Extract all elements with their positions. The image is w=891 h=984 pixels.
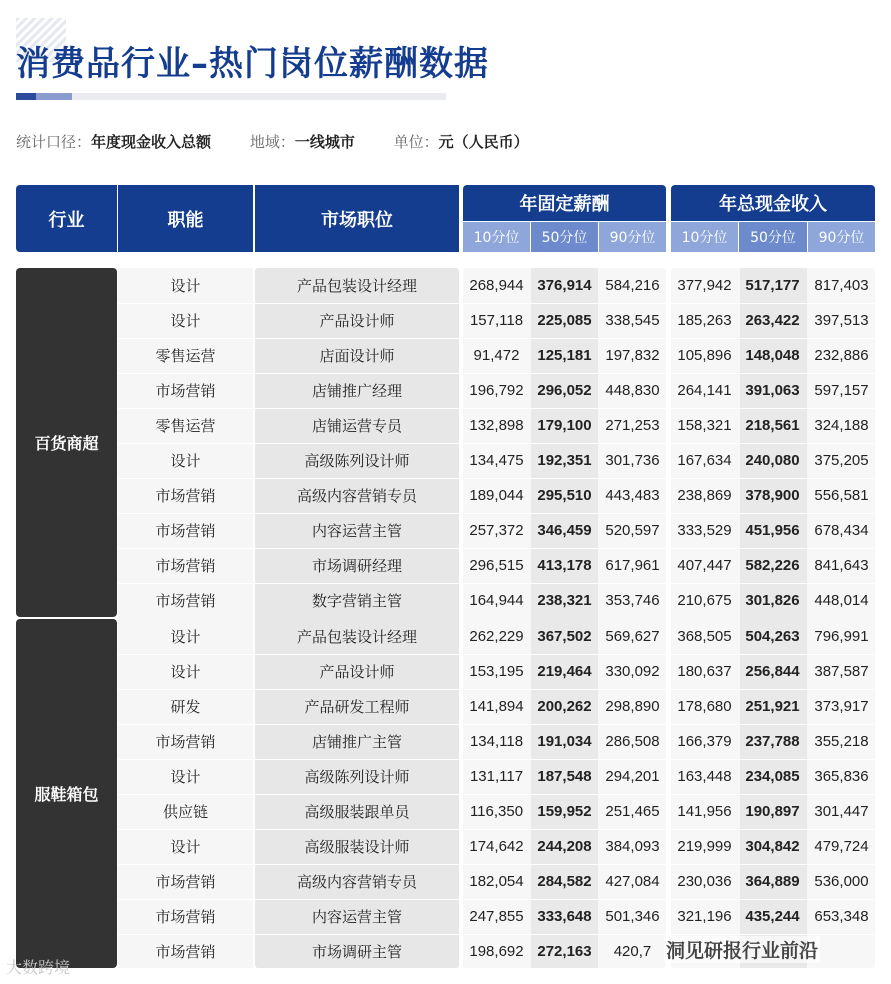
fixed-p10-cell: 268,944: [469, 277, 524, 294]
total-p90-cell: 556,581: [814, 487, 869, 504]
position-cell: 市场调研主管: [311, 943, 402, 961]
header-fixed-p50: 50分位: [531, 222, 598, 252]
fixed-p10-cell: 174,642: [469, 838, 524, 855]
total-p90-cell: 678,434: [814, 522, 869, 539]
total-p90-cell: 373,917: [814, 698, 869, 715]
function-cell: 设计: [170, 663, 201, 681]
table-row: [118, 619, 875, 654]
total-p10-cell: 368,505: [677, 628, 732, 645]
row-divider: [118, 689, 875, 690]
total-p90-cell: 301,447: [814, 803, 869, 820]
total-p10-cell: 167,634: [677, 452, 732, 469]
table-row: [118, 408, 875, 443]
fixed-p50-cell: 125,181: [537, 347, 592, 364]
row-divider: [118, 408, 875, 409]
total-p10-cell: 158,321: [677, 417, 732, 434]
total-p50-cell: 256,844: [745, 663, 800, 680]
fixed-p10-cell: 189,044: [469, 487, 524, 504]
fixed-p50-cell: 238,321: [537, 592, 592, 609]
total-p90-cell: 841,643: [814, 557, 869, 574]
position-cell: 高级陈列设计师: [304, 768, 410, 786]
total-p10-cell: 105,896: [677, 347, 732, 364]
fixed-p90-cell: 251,465: [605, 803, 660, 820]
total-p90-cell: 375,205: [814, 452, 869, 469]
total-p10-cell: 166,379: [677, 733, 732, 750]
position-cell: 高级服装跟单员: [304, 803, 410, 821]
header-industry: 行业: [16, 185, 117, 252]
total-p90-cell: 387,587: [814, 663, 869, 680]
row-divider: [118, 724, 875, 725]
total-p90-cell: 796,991: [814, 628, 869, 645]
title-underline: [16, 93, 446, 100]
position-cell: 店铺推广主管: [311, 733, 402, 751]
table-row: [118, 899, 875, 934]
function-cell: 零售运营: [155, 417, 216, 435]
row-divider: [118, 513, 875, 514]
fixed-p50-cell: 159,952: [537, 803, 592, 820]
total-p50-cell: 240,080: [745, 452, 800, 469]
fixed-p90-cell: 420,7: [613, 943, 652, 960]
function-cell: 市场营销: [155, 943, 216, 961]
total-p50-cell: 364,889: [745, 873, 800, 890]
total-p50-cell: 304,842: [745, 838, 800, 855]
total-p10-cell: 230,036: [677, 873, 732, 890]
position-cell: 高级内容营销专员: [296, 487, 417, 505]
total-p50-cell: 251,921: [745, 698, 800, 715]
fixed-p90-cell: 584,216: [605, 277, 660, 294]
table-row: [118, 548, 875, 583]
total-p50-cell: 234,085: [745, 768, 800, 785]
row-divider: [118, 829, 875, 830]
header-total-p50: 50分位: [739, 222, 807, 252]
header-position: 市场职位: [255, 185, 459, 252]
total-p10-cell: 178,680: [677, 698, 732, 715]
function-cell: 市场营销: [155, 487, 216, 505]
header-total-p10: 10分位: [671, 222, 738, 252]
fixed-p90-cell: 427,084: [605, 873, 660, 890]
function-cell: 研发: [170, 698, 201, 716]
table-row: [118, 583, 875, 618]
total-p50-cell: 218,561: [745, 417, 800, 434]
function-cell: 市场营销: [155, 592, 216, 610]
fixed-p90-cell: 338,545: [605, 312, 660, 329]
position-cell: 高级内容营销专员: [296, 873, 417, 891]
fixed-p10-cell: 141,894: [469, 698, 524, 715]
total-p50-cell: 504,263: [745, 628, 800, 645]
fixed-p10-cell: 198,692: [469, 943, 524, 960]
fixed-p10-cell: 164,944: [469, 592, 524, 609]
total-p50-cell: 301,826: [745, 592, 800, 609]
row-divider: [118, 338, 875, 339]
row-divider: [118, 303, 875, 304]
fixed-p90-cell: 330,092: [605, 663, 660, 680]
total-p10-cell: 141,956: [677, 803, 732, 820]
total-p10-cell: 185,263: [677, 312, 732, 329]
meta-value: 一线城市: [294, 133, 355, 151]
position-cell: 市场调研经理: [311, 557, 402, 575]
function-cell: 市场营销: [155, 557, 216, 575]
total-p90-cell: 365,836: [814, 768, 869, 785]
table-row: [118, 794, 875, 829]
industry-cell-retail: 百货商超: [16, 268, 117, 617]
function-cell: 设计: [170, 452, 201, 470]
row-divider: [118, 654, 875, 655]
meta-label: 统计口径：: [16, 133, 92, 151]
function-cell: 设计: [170, 628, 201, 646]
fixed-p50-cell: 187,548: [537, 768, 592, 785]
meta-value: 元（人民币）: [438, 133, 529, 151]
total-p10-cell: 210,675: [677, 592, 732, 609]
fixed-p50-cell: 367,502: [537, 628, 592, 645]
fixed-p10-cell: 131,117: [469, 768, 524, 785]
total-p10-cell: 333,529: [677, 522, 732, 539]
fixed-p10-cell: 132,898: [469, 417, 524, 434]
function-cell: 市场营销: [155, 382, 216, 400]
fixed-p50-cell: 191,034: [537, 733, 592, 750]
total-p90-cell: 324,188: [814, 417, 869, 434]
total-p90-cell: 232,886: [814, 347, 869, 364]
fixed-p10-cell: 182,054: [469, 873, 524, 890]
table-row: [118, 478, 875, 513]
fixed-p10-cell: 157,118: [469, 312, 524, 329]
meta-label: 单位：: [393, 133, 439, 151]
row-divider: [118, 759, 875, 760]
table-row: [118, 724, 875, 759]
fixed-p10-cell: 116,350: [469, 803, 524, 820]
table-row: [118, 864, 875, 899]
total-p90-cell: 397,513: [814, 312, 869, 329]
meta-line: [16, 131, 563, 152]
row-divider: [118, 548, 875, 549]
table-row: [118, 759, 875, 794]
position-cell: 店铺运营专员: [311, 417, 402, 435]
fixed-p50-cell: 413,178: [537, 557, 592, 574]
function-cell: 零售运营: [155, 347, 216, 365]
row-divider: [118, 899, 875, 900]
watermark-right: 洞见研报行业前沿: [664, 936, 820, 963]
fixed-p90-cell: 294,201: [605, 768, 660, 785]
fixed-p90-cell: 271,253: [605, 417, 660, 434]
position-cell: 产品包装设计经理: [296, 628, 417, 646]
fixed-p50-cell: 346,459: [537, 522, 592, 539]
function-cell: 市场营销: [155, 522, 216, 540]
fixed-p50-cell: 179,100: [537, 417, 592, 434]
total-p50-cell: 378,900: [745, 487, 800, 504]
industry-cell-apparel: 服鞋箱包: [16, 619, 117, 968]
position-cell: 店铺推广经理: [311, 382, 402, 400]
table-row: [118, 268, 875, 303]
fixed-p10-cell: 257,372: [469, 522, 524, 539]
total-p50-cell: 435,244: [745, 908, 800, 925]
fixed-p50-cell: 225,085: [537, 312, 592, 329]
total-p50-cell: 451,956: [745, 522, 800, 539]
total-p90-cell: 536,000: [814, 873, 869, 890]
total-p50-cell: 517,177: [745, 277, 800, 294]
row-divider: [118, 864, 875, 865]
table-row: [118, 689, 875, 724]
function-cell: 市场营销: [155, 733, 216, 751]
position-cell: 产品设计师: [319, 312, 395, 330]
table-row: [118, 338, 875, 373]
total-p90-cell: 448,014: [814, 592, 869, 609]
row-divider: [118, 373, 875, 374]
position-cell: 高级陈列设计师: [304, 452, 410, 470]
function-cell: 设计: [170, 768, 201, 786]
position-cell: 内容运营主管: [311, 908, 402, 926]
function-cell: 市场营销: [155, 908, 216, 926]
row-divider: [118, 583, 875, 584]
fixed-p10-cell: 153,195: [469, 663, 524, 680]
function-cell: 供应链: [162, 803, 208, 821]
total-p10-cell: 264,141: [677, 382, 732, 399]
total-p10-cell: 163,448: [677, 768, 732, 785]
total-p10-cell: 219,999: [677, 838, 732, 855]
total-p50-cell: 148,048: [745, 347, 800, 364]
fixed-p10-cell: 196,792: [469, 382, 524, 399]
fixed-p90-cell: 617,961: [605, 557, 660, 574]
total-p10-cell: 407,447: [677, 557, 732, 574]
position-cell: 产品研发工程师: [304, 698, 410, 716]
total-p50-cell: 391,063: [745, 382, 800, 399]
meta-label: 地域：: [249, 133, 295, 151]
fixed-p50-cell: 333,648: [537, 908, 592, 925]
header-function: 职能: [118, 185, 253, 252]
position-cell: 数字营销主管: [311, 592, 402, 610]
total-p90-cell: 479,724: [814, 838, 869, 855]
table-row: [118, 303, 875, 338]
row-divider: [118, 794, 875, 795]
function-cell: 市场营销: [155, 873, 216, 891]
total-p50-cell: 582,226: [745, 557, 800, 574]
fixed-p50-cell: 219,464: [537, 663, 592, 680]
fixed-p10-cell: 262,229: [469, 628, 524, 645]
fixed-p50-cell: 284,582: [537, 873, 592, 890]
fixed-p90-cell: 443,483: [605, 487, 660, 504]
table-row: [118, 373, 875, 408]
total-p10-cell: 321,196: [677, 908, 732, 925]
total-p90-cell: 355,218: [814, 733, 869, 750]
fixed-p90-cell: 298,890: [605, 698, 660, 715]
position-cell: 高级服装设计师: [304, 838, 410, 856]
total-p50-cell: 263,422: [745, 312, 800, 329]
fixed-p90-cell: 286,508: [605, 733, 660, 750]
total-p50-cell: 237,788: [745, 733, 800, 750]
total-p90-cell: 653,348: [814, 908, 869, 925]
total-p90-cell: 817,403: [814, 277, 869, 294]
fixed-p90-cell: 384,093: [605, 838, 660, 855]
fixed-p10-cell: 247,855: [469, 908, 524, 925]
fixed-p90-cell: 501,346: [605, 908, 660, 925]
fixed-p10-cell: 134,118: [469, 733, 524, 750]
table-row: [118, 654, 875, 689]
table-row: [118, 829, 875, 864]
row-divider: [118, 443, 875, 444]
fixed-p50-cell: 295,510: [537, 487, 592, 504]
page-title: 消费品行业–热门岗位薪酬数据: [16, 44, 489, 84]
row-divider: [118, 478, 875, 479]
fixed-p50-cell: 200,262: [537, 698, 592, 715]
fixed-p10-cell: 134,475: [469, 452, 524, 469]
fixed-p90-cell: 520,597: [605, 522, 660, 539]
fixed-p10-cell: 91,472: [473, 347, 520, 364]
function-cell: 设计: [170, 312, 201, 330]
fixed-p50-cell: 376,914: [537, 277, 592, 294]
fixed-p90-cell: 448,830: [605, 382, 660, 399]
fixed-p50-cell: 272,163: [537, 943, 592, 960]
fixed-p50-cell: 296,052: [537, 382, 592, 399]
watermark-left: 大数跨境: [6, 958, 71, 977]
header-total-p90: 90分位: [808, 222, 875, 252]
position-cell: 产品包装设计经理: [296, 277, 417, 295]
position-cell: 店面设计师: [319, 347, 395, 365]
header-fixed-p10: 10分位: [463, 222, 530, 252]
fixed-p90-cell: 569,627: [605, 628, 660, 645]
fixed-p90-cell: 353,746: [605, 592, 660, 609]
total-p10-cell: 180,637: [677, 663, 732, 680]
table-row: [118, 443, 875, 478]
fixed-p90-cell: 197,832: [605, 347, 660, 364]
header-fixed-salary: 年固定薪酬: [463, 185, 666, 221]
row-divider: [118, 934, 875, 935]
total-p10-cell: 377,942: [677, 277, 732, 294]
total-p10-cell: 238,869: [677, 487, 732, 504]
header-fixed-p90: 90分位: [599, 222, 666, 252]
total-p90-cell: 597,157: [814, 382, 869, 399]
position-cell: 产品设计师: [319, 663, 395, 681]
fixed-p90-cell: 301,736: [605, 452, 660, 469]
fixed-p50-cell: 244,208: [537, 838, 592, 855]
function-cell: 设计: [170, 277, 201, 295]
position-cell: 内容运营主管: [311, 522, 402, 540]
meta-value: 年度现金收入总额: [91, 133, 212, 151]
total-p50-cell: 190,897: [745, 803, 800, 820]
header-total-cash: 年总现金收入: [671, 185, 875, 221]
fixed-p10-cell: 296,515: [469, 557, 524, 574]
table-row: [118, 513, 875, 548]
fixed-p50-cell: 192,351: [537, 452, 592, 469]
function-cell: 设计: [170, 838, 201, 856]
